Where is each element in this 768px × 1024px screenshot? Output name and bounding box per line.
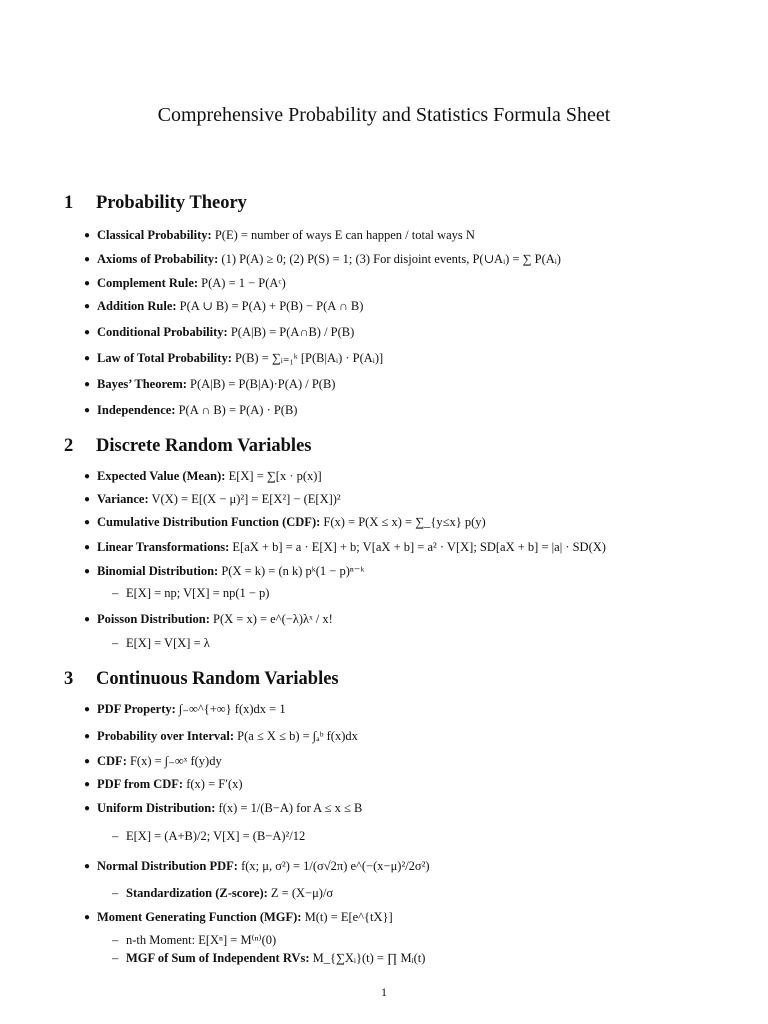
section-title: Continuous Random Variables bbox=[96, 669, 339, 689]
section-number: 1 bbox=[64, 193, 74, 213]
page-number: 1 bbox=[381, 985, 387, 999]
item-label: Bayes’ Theorem: bbox=[97, 377, 187, 391]
list-item bbox=[84, 905, 393, 929]
list-item bbox=[84, 796, 362, 820]
section-number: 2 bbox=[64, 436, 74, 456]
item-label: Classical Probability: bbox=[97, 228, 212, 242]
section-title: Probability Theory bbox=[96, 193, 247, 213]
item-label: Complement Rule: bbox=[97, 276, 199, 290]
item-label: Binomial Distribution: bbox=[97, 564, 219, 578]
item-label: PDF Property: bbox=[97, 702, 176, 716]
item-label: Normal Distribution PDF: bbox=[97, 859, 238, 873]
list-item bbox=[84, 320, 354, 344]
list-item bbox=[84, 854, 430, 878]
bullet-icon: ● bbox=[84, 912, 91, 923]
item-formula: ∫₋∞^{+∞} f(x)dx = 1 bbox=[178, 702, 286, 716]
item-formula: P(X = x) = e^(−λ)λˣ / x! bbox=[213, 612, 333, 626]
sub-item-text: E[X] = np; V[X] = np(1 − p) bbox=[126, 586, 270, 600]
list-item bbox=[84, 697, 286, 721]
bullet-icon: ● bbox=[84, 379, 91, 390]
bullet-icon: ● bbox=[84, 353, 91, 364]
item-label: Cumulative Distribution Function (CDF): bbox=[97, 515, 321, 529]
list-item bbox=[84, 749, 222, 773]
bullet-icon: ● bbox=[84, 327, 91, 338]
item-label: Axioms of Probability: bbox=[97, 252, 219, 266]
item-formula: E[X] = ∑[x · p(x)] bbox=[228, 469, 322, 483]
item-label: Independence: bbox=[97, 403, 176, 417]
bullet-icon: ● bbox=[84, 517, 91, 528]
item-label: Poisson Distribution: bbox=[97, 612, 210, 626]
list-item bbox=[84, 247, 561, 271]
bullet-icon: ● bbox=[84, 278, 91, 289]
bullet-icon: ● bbox=[84, 230, 91, 241]
list-item bbox=[84, 772, 243, 796]
bullet-icon: ● bbox=[84, 542, 91, 553]
dash-icon: – bbox=[112, 636, 119, 650]
list-item bbox=[84, 607, 333, 631]
bullet-icon: ● bbox=[84, 471, 91, 482]
item-formula: f(x) = 1/(B−A) for A ≤ x ≤ B bbox=[218, 801, 363, 815]
bullet-icon: ● bbox=[84, 803, 91, 814]
item-formula: P(a ≤ X ≤ b) = ∫ₐᵇ f(x)dx bbox=[237, 729, 358, 743]
bullet-icon: ● bbox=[84, 494, 91, 505]
dash-icon: – bbox=[112, 829, 119, 843]
bullet-icon: ● bbox=[84, 704, 91, 715]
sub-item-text: M_{∑Xᵢ}(t) = ∏ Mᵢ(t) bbox=[312, 951, 426, 965]
bullet-icon: ● bbox=[84, 566, 91, 577]
item-formula: f(x; μ, σ²) = 1/(σ√2π) e^(−(x−μ)²/2σ²) bbox=[241, 859, 430, 873]
item-formula: P(A|B) = P(A∩B) / P(B) bbox=[230, 325, 355, 339]
section-heading bbox=[64, 193, 247, 214]
list-item bbox=[84, 510, 486, 534]
sub-item-text: E[X] = (A+B)/2; V[X] = (B−A)²/12 bbox=[126, 829, 306, 843]
item-label: CDF: bbox=[97, 754, 127, 768]
sub-item-text: n-th Moment: E[Xⁿ] = M⁽ⁿ⁾(0) bbox=[126, 933, 277, 947]
item-label: Expected Value (Mean): bbox=[97, 469, 226, 483]
item-label: Moment Generating Function (MGF): bbox=[97, 910, 302, 924]
list-item bbox=[84, 346, 383, 370]
sub-item-label: MGF of Sum of Independent RVs: bbox=[126, 951, 310, 965]
dash-icon: – bbox=[112, 586, 119, 600]
sub-item-label: Standardization (Z-score): bbox=[126, 886, 268, 900]
sub-item bbox=[112, 582, 269, 604]
list-item bbox=[84, 223, 475, 247]
sub-item bbox=[112, 947, 425, 969]
item-formula: F(x) = P(X ≤ x) = ∑_{y≤x} p(y) bbox=[323, 515, 486, 529]
sub-item-text: E[X] = V[X] = λ bbox=[126, 636, 210, 650]
dash-icon: – bbox=[112, 951, 119, 965]
bullet-icon: ● bbox=[84, 254, 91, 265]
sub-item-text: Z = (X−μ)/σ bbox=[270, 886, 334, 900]
list-item bbox=[84, 487, 341, 511]
item-formula: P(E) = number of ways E can happen / total ways N bbox=[214, 228, 475, 242]
item-formula: E[aX + b] = a · E[X] + b; V[aX + b] = a² · V[X]; SD[aX + b] = |a| · SD(X) bbox=[232, 540, 606, 554]
item-formula: f(x) = F′(x) bbox=[186, 777, 243, 791]
section-number: 3 bbox=[64, 669, 74, 689]
section-title: Discrete Random Variables bbox=[96, 436, 312, 456]
list-item bbox=[84, 535, 606, 559]
dash-icon: – bbox=[112, 933, 119, 947]
item-formula: P(X = k) = (n k) pᵏ(1 − p)ⁿ⁻ᵏ bbox=[221, 564, 365, 578]
item-formula: P(A ∩ B) = P(A) · P(B) bbox=[178, 403, 298, 417]
item-formula: M(t) = E[e^{tX}] bbox=[304, 910, 393, 924]
bullet-icon: ● bbox=[84, 405, 91, 416]
list-item bbox=[84, 559, 364, 583]
item-label: PDF from CDF: bbox=[97, 777, 184, 791]
bullet-icon: ● bbox=[84, 756, 91, 767]
item-formula: V(X) = E[(X − μ)²] = E[X²] − (E[X])² bbox=[151, 492, 341, 506]
list-item bbox=[84, 464, 322, 488]
item-label: Conditional Probability: bbox=[97, 325, 228, 339]
sub-item bbox=[112, 632, 210, 654]
dash-icon: – bbox=[112, 886, 119, 900]
list-item bbox=[84, 372, 335, 396]
list-item bbox=[84, 271, 286, 295]
item-formula: (1) P(A) ≥ 0; (2) P(S) = 1; (3) For disjoint events, P(∪Aᵢ) = ∑ P(Aᵢ) bbox=[221, 252, 561, 266]
bullet-icon: ● bbox=[84, 731, 91, 742]
section-heading bbox=[64, 669, 339, 690]
bullet-icon: ● bbox=[84, 861, 91, 872]
bullet-icon: ● bbox=[84, 614, 91, 625]
item-formula: P(A ∪ B) = P(A) + P(B) − P(A ∩ B) bbox=[179, 299, 364, 313]
item-formula: P(A) = 1 − P(Aᶜ) bbox=[201, 276, 286, 290]
item-label: Probability over Interval: bbox=[97, 729, 235, 743]
bullet-icon: ● bbox=[84, 301, 91, 312]
item-label: Law of Total Probability: bbox=[97, 351, 232, 365]
list-item bbox=[84, 294, 363, 318]
document-title: Comprehensive Probability and Statistics Formula Sheet bbox=[157, 104, 611, 126]
sub-item bbox=[112, 825, 305, 847]
item-label: Uniform Distribution: bbox=[97, 801, 216, 815]
list-item bbox=[84, 724, 358, 748]
sub-item bbox=[112, 882, 333, 904]
item-label: Variance: bbox=[97, 492, 149, 506]
bullet-icon: ● bbox=[84, 779, 91, 790]
section-heading bbox=[64, 436, 312, 457]
item-label: Linear Transformations: bbox=[97, 540, 230, 554]
item-formula: P(A|B) = P(B|A)·P(A) / P(B) bbox=[190, 377, 336, 391]
item-formula: F(x) = ∫₋∞ˣ f(y)dy bbox=[129, 754, 222, 768]
item-label: Addition Rule: bbox=[97, 299, 177, 313]
item-formula: P(B) = ∑ᵢ₌₁ᵏ [P(B|Aᵢ) · P(Aᵢ)] bbox=[234, 351, 384, 365]
list-item bbox=[84, 398, 297, 422]
